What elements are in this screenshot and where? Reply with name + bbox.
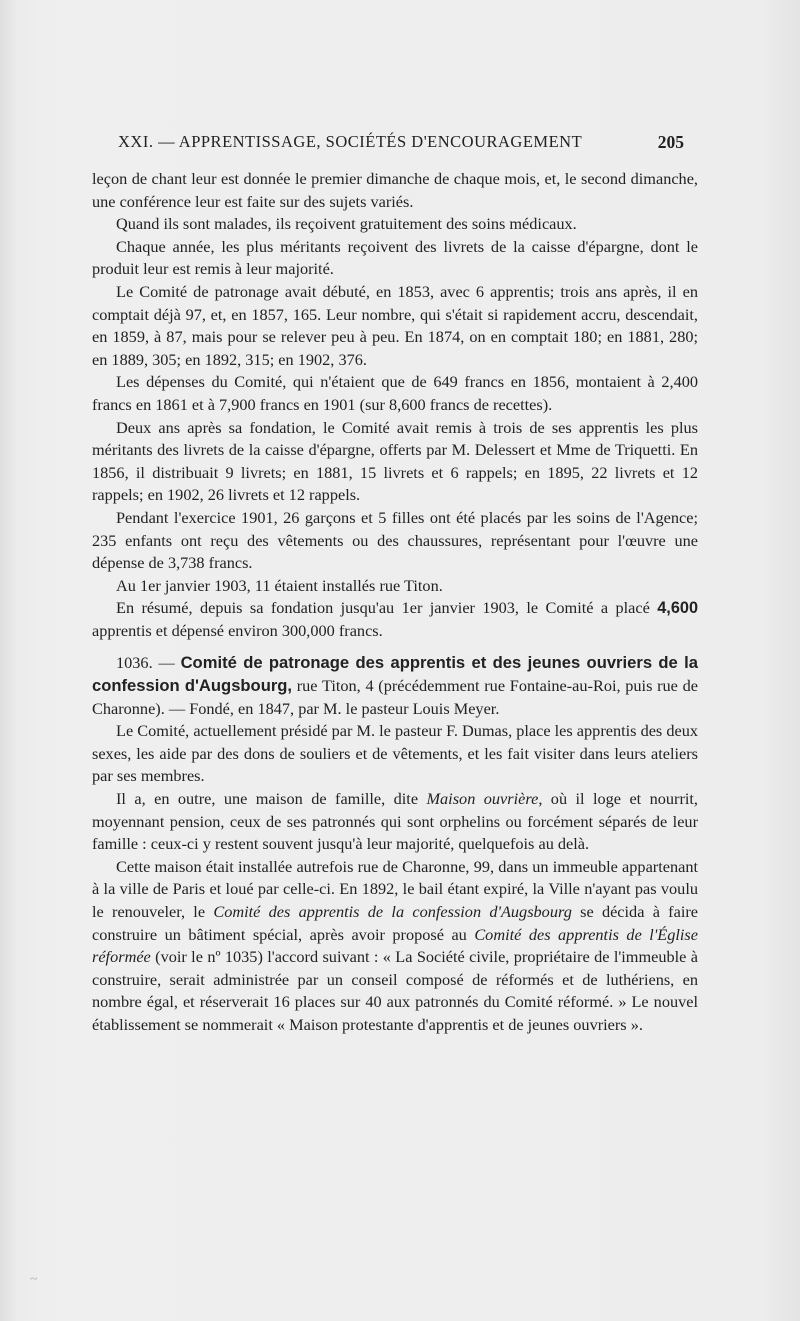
paragraph: Chaque année, les plus méritants reçoivent des livrets de la caisse d'épargne, dont le produit leur est remis à leur majorité. xyxy=(92,236,698,279)
italic-text: Comité des apprentis de l'Église réformée xyxy=(92,924,698,967)
paragraph: Pendant l'exercice 1901, 26 garçons et 5 filles ont été placés par les soins de l'Agence; 235 enfants ont reçu des vêtements ou des chaussures, représentant pour l'œuvre une dépense de 3,738 francs. xyxy=(92,507,698,573)
paragraph: Le Comité de patronage avait débuté, en 1853, avec 6 apprentis; trois ans après, il en comptait déjà 97, et, en 1857, 165. Leur nombre, qui s'était si rapidement accru, descendait, en 1859, à 87, mais pour se relever peu à peu. En 1874, on en comptait 180; en 1881, 280; en 1889, 305; en 1892, 315; en 1902, 376. xyxy=(92,281,698,369)
paragraph-summary xyxy=(92,597,698,642)
paragraph: Le Comité, actuellement présidé par M. le pasteur F. Dumas, place les apprentis des deux sexes, les aide par des dons de souliers et de vêtements, et les fait visiter dans leurs ateliers par ses membres. xyxy=(92,721,698,786)
paragraph: Les dépenses du Comité, qui n'étaient que de 649 francs en 1856, montaient à 2,400 francs en 1861 et à 7,900 francs en 1901 (sur 8,600 francs de recettes). xyxy=(92,372,698,414)
text: se décida à faire construire un bâtiment spécial, après avoir proposé au xyxy=(92,902,699,944)
margin-mark: ~ xyxy=(30,1272,38,1287)
text: Il a, en outre, une maison de famille, dite xyxy=(116,789,427,809)
paragraph: leçon de chant leur est donnée le premier dimanche de chaque mois, et, le second dimanche, une conférence leur est faite sur des sujets variés. xyxy=(92,169,698,211)
section-title: Comité de patronage des apprentis et des jeunes ouvriers de la confession d'Augsbourg, xyxy=(92,653,698,696)
section-1036-heading xyxy=(92,652,698,720)
section-number: 1036. — xyxy=(116,653,181,673)
chapter-title: XXI. — APPRENTISSAGE, SOCIÉTÉS D'ENCOURAGEMENT xyxy=(118,132,583,151)
paragraph: Deux ans après sa fondation, le Comité avait remis à trois de ses apprentis les plus méritants des livrets de la caisse d'épargne, offerts par M. Delessert et Mme de Triquetti. En 1856, il distribuait 9 livrets; en 1881, 15 livrets et 6 rappels; en 1895, 22 livrets et 12 rappels; en 1902, 26 livrets et 12 rappels. xyxy=(92,417,698,505)
text: En résumé, depuis sa fondation jusqu'au 1er janvier 1903, le Comité a placé xyxy=(116,598,658,618)
running-header xyxy=(118,130,684,154)
paragraph: Au 1er janvier 1903, 11 étaient installés rue Titon. xyxy=(116,575,443,595)
paragraph: Quand ils sont malades, ils reçoivent gratuitement des soins médicaux. xyxy=(116,214,577,234)
page-number: 205 xyxy=(657,132,684,152)
text: , où il loge et nourrit, moyennant pension, ceux de ses patronnés qui sont orphelins ou forcément séparés de leur famille : ceux-ci y restent souvent jusqu'à leur majorité, quelquefois au delà. xyxy=(92,789,699,854)
bold-number: 4,600 xyxy=(657,599,698,618)
text: Cette maison était installée autrefois rue de Charonne, 99, dans un immeuble appartenant à la ville de Paris et loué par celle-ci. En 1892, le bail étant expiré, la Ville n'ayant pas voulu le renouveler, le xyxy=(92,856,698,921)
text: (voir le nº 1035) l'accord suivant : « La Société civile, propriétaire de l'immeuble à construire, serait administrée par un conseil composé de réformés et de luthériens, en nombre égal, et réserverait 16 places sur 40 aux patronnés du Comité réformé. » Le nouvel établissement se nommerait « Maison protestante d'apprentis et de jeunes ouvriers ». xyxy=(92,947,698,1034)
paragraph xyxy=(92,788,698,856)
page-body xyxy=(92,168,698,1037)
italic-text: Comité des apprentis de la confession d'Augsbourg xyxy=(213,902,572,921)
text: rue Titon, 4 (précédemment rue Fontaine-au-Roi, puis rue de Charonne). — Fondé, en 1847, par M. le pasteur Louis Meyer. xyxy=(92,676,698,718)
text: apprentis et dépensé environ 300,000 francs. xyxy=(92,620,383,640)
paragraph xyxy=(92,856,698,1037)
italic-text: Maison ouvrière xyxy=(426,789,539,809)
